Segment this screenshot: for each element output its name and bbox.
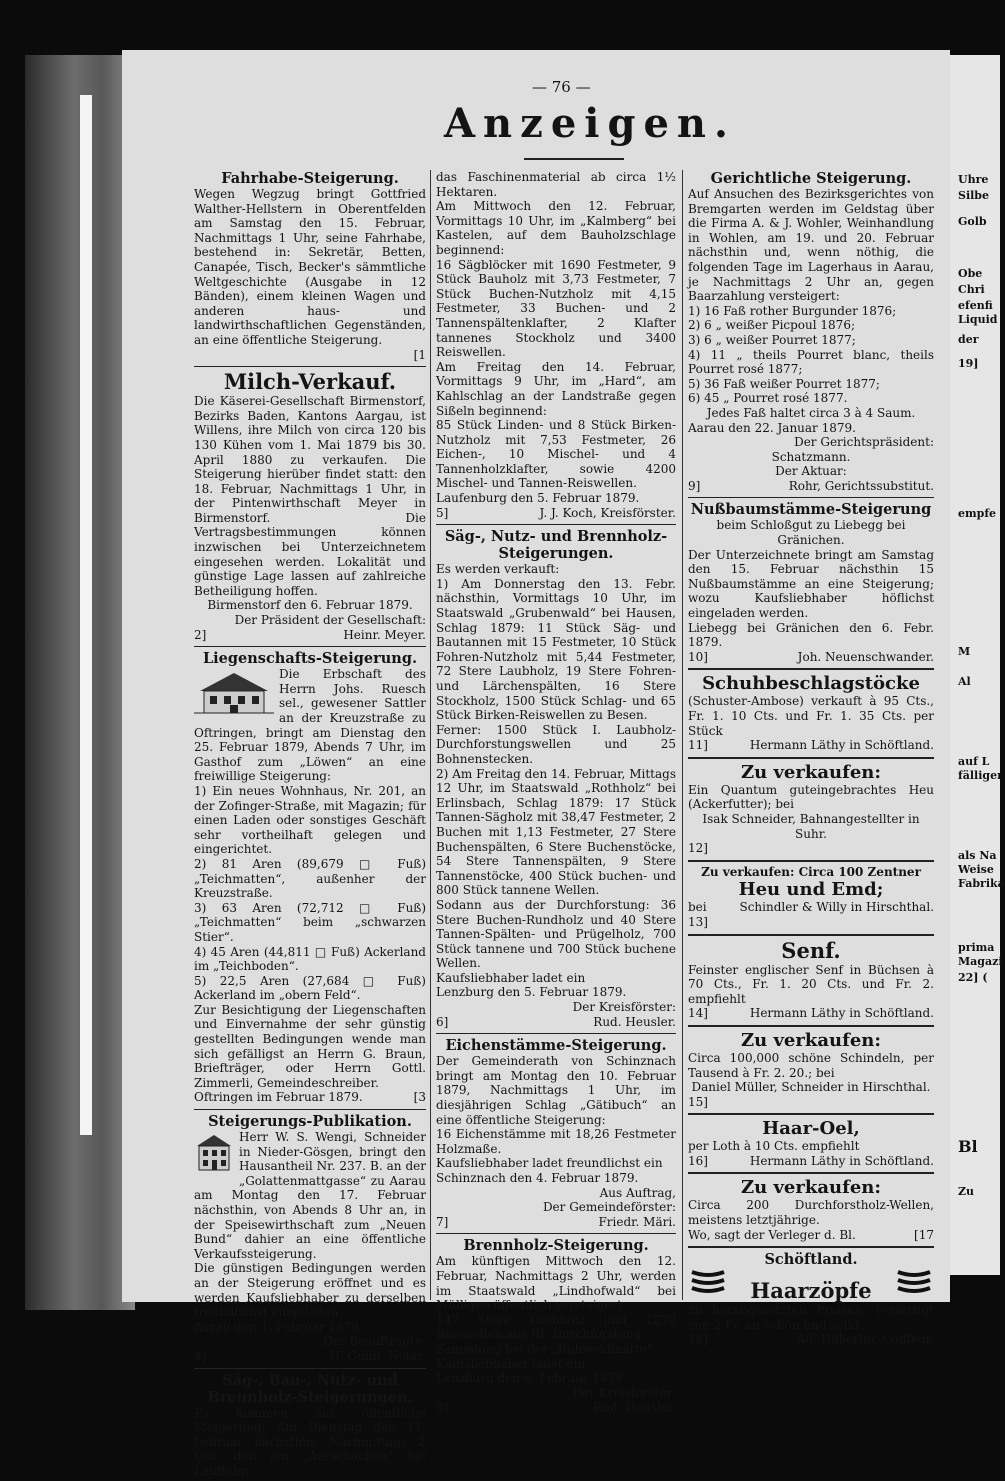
- ad-publikation: [194, 1113, 426, 1366]
- divider: [688, 668, 934, 670]
- ad-date: Schinznach den 4. Februar 1879.: [436, 1171, 639, 1185]
- column-right: [688, 170, 934, 1349]
- ad-signature: Schatzmann.: [771, 449, 851, 464]
- ad-number: 11]: [688, 738, 708, 753]
- divider: [436, 524, 676, 525]
- newspaper-page: [122, 50, 950, 1478]
- adjacent-page-fragment: [950, 55, 1005, 1275]
- fragment-line: Uhre: [958, 173, 989, 186]
- list-item: 3) 63 Aren (72,712 □ Fuß) „Teichmatten“ beim „schwarzen Stier“.: [194, 900, 426, 944]
- ad-number: 16]: [688, 1153, 708, 1168]
- ad-body: Der Gemeinderath von Schinznach bringt am Montag den 10. Februar 1879, Nachmittags 1 Uhr, im diesjährigen Schlag „Gätibuch“ an eine öffentliche Steigerung:: [436, 1054, 676, 1127]
- ad-brennholz: [436, 1237, 676, 1417]
- divider: [688, 1025, 934, 1027]
- fragment-line: auf L: [958, 755, 990, 768]
- ad-date: Laufenburg den 5. Februar 1879.: [436, 491, 640, 506]
- ad-number: 7]: [436, 1214, 449, 1229]
- ad-heading: Senf.: [781, 937, 841, 963]
- ad-signature: Rohr, Gerichtssubstitut.: [788, 478, 934, 493]
- list-item: 2) 6 „ weißer Picpoul 1876;: [688, 318, 855, 333]
- braid-ornament-icon: [894, 1268, 934, 1298]
- ad-number: 9]: [688, 478, 701, 493]
- column-middle: [436, 170, 676, 1417]
- ad-saeg-bau: [194, 1372, 426, 1481]
- list-item: 6) 45 „ Pourret rosé 1877.: [688, 391, 848, 406]
- list-item: 2) 81 Aren (89,679 □ Fuß) „Teichmatten“, außenher der Kreuzstraße.: [194, 856, 426, 901]
- ad-number: 14]: [688, 1006, 708, 1021]
- ad-body: Zu verkaufen: Circa 100 Zentner: [701, 864, 921, 879]
- list-item: 1) Am Donnerstag den 13. Febr. nächsthin, Vormittags 10 Uhr, im Staatswald „Grubenwald“ bei Hausen, Schlag 1879: 11 Stück Säg- und Bautannen mit 15 Festmeter, 10 Stück Fohren-Nutzholz mit 5,44 Festmeter, 72 Stere Laubholz, 19 Stere Fohren- und Lärchenspälten, 16 Stere Stockholz, 1500 Stück Schlag- und 65 Stück Birken-Reiswellen zu Besen.: [436, 576, 676, 723]
- ad-body: Sammlung bei der „Ruhweidmatte“.: [436, 1341, 657, 1356]
- ad-heading: Haar-Oel,: [762, 1118, 860, 1140]
- ad-body: Die günstigen Bedingungen werden an der Steigerung eröffnet und es werden Kaufsliebhaber zu derselben freundlichst eingeladen.: [194, 1261, 426, 1320]
- ad-body: Herr W. S. Wengi, Schneider in Nieder-Gösgen, bringt den Hausantheil Nr. 237. B. an der „Golattenmattgasse“ zu Aarau am Montag den 17. Februar nächsthin, von Abends 8 Uhr an, in der Speisewirthschaft zum „Neuen Bund“ dahier an eine öffentliche Verkaufssteigerung.: [194, 1130, 426, 1261]
- ad-heading: Zu verkaufen:: [740, 761, 882, 783]
- ad-heading: Steigerungs-Publikation.: [208, 1113, 412, 1131]
- ad-number: 6]: [436, 1014, 449, 1029]
- ad-signature: J. J. Koch, Kreisförster.: [539, 505, 676, 520]
- ad-number: 5]: [436, 505, 449, 520]
- divider: [194, 1368, 426, 1369]
- ad-zu-verkaufen-heu: [688, 762, 934, 858]
- ad-signature: Der Aktuar:: [775, 464, 847, 479]
- house-icon: [194, 669, 274, 715]
- ad-heu-emd: [688, 865, 934, 932]
- ad-signature: Hermann Läthy in Schöftland.: [749, 1153, 934, 1168]
- ad-subheading: beim Schloßgut zu Liebegg bei Gränichen.: [716, 518, 906, 548]
- column-left: [194, 170, 426, 1481]
- braid-ornament-icon: [688, 1268, 728, 1298]
- ad-body: Es werden verkauft:: [436, 562, 560, 577]
- ad-number: [1: [413, 347, 426, 362]
- fragment-line: M: [958, 645, 971, 658]
- ad-date: Aarau den 22. Januar 1879.: [688, 420, 856, 435]
- fragment-line: prima: [958, 941, 995, 954]
- ad-gericht: [688, 170, 934, 495]
- column-divider: [430, 170, 431, 1300]
- ad-fahrhabe: [194, 170, 426, 364]
- ad-body: Auf Ansuchen des Bezirksgerichtes von Bremgarten werden im Geldstag über die Firma A. & J. Wohler, Weinhandlung in Wohlen, am 19. und 20. Februar nächsthin und, wenn nöthig, die folgenden Tage im Lagerhaus in Aarau, je Nachmittags 2 Uhr an, gegen Baarzahlung versteigert:: [688, 187, 934, 304]
- ad-body: Wegen Wegzug bringt Gottfried Walther-Hellstern in Oberentfelden am Samstag den 15. Februar, Nachmittags 1 Uhr, seine Fahrhabe, bestehend in: Sekretär, Betten, Canapée, Tisch, Becker's sämmtliche Weltgeschichte (Ausgabe in 12 Bänden), einem kleinen Wagen und anderen haus- und landwirthschaftlichen Gegenständen, an eine öffentliche Steigerung.: [194, 187, 426, 347]
- list-item: Sodann aus der Durchforstung: 36 Stere Buchen-Rundholz und 40 Stere Tannen-Spälten- und Prügelholz, 700 Stück tannene und 700 Stück buchene Wellen.: [436, 897, 676, 971]
- ad-signature: Der Kreisförster:: [572, 1385, 676, 1400]
- ad-body: Die Käserei-Gesellschaft Birmenstorf, Bezirks Baden, Kantons Aargau, ist Willens, ihre Milch von circa 120 bis 130 Kühen vom 1. Mai 1879 bis 30. April 1880 zu verkaufen. Die Steigerung hierüber findet statt: den 18. Februar, Nachmittags 1 Uhr, in der Pintenwirthschaft Meyer in Birmenstorf. Die Vertragsbestimmungen können inzwischen bei Unterzeichnetem eingesehen werden. Lokalität und günstige Lage lassen auf zahlreiche Betheiligung hoffen.: [194, 394, 426, 598]
- ad-signature: Hermann Läthy in Schöftland.: [749, 1006, 934, 1021]
- ad-date: Birmenstorf den 6. Februar 1879.: [207, 598, 413, 613]
- fragment-line: efenfi: [958, 299, 993, 312]
- fragment-line: Fabrika: [958, 877, 1005, 890]
- ad-heading: Nußbaumstämme-Steigerung: [690, 501, 932, 519]
- ad-heading: Säg-, Nutz- und Brennholz-Steigerungen.: [444, 528, 668, 563]
- page-edge-stack: [80, 95, 92, 1135]
- ad-body: Kaufsliebhaber ladet ein: [436, 1356, 586, 1371]
- ad-heading: Liegenschafts-Steigerung.: [202, 650, 418, 668]
- ad-body: Feinster englischer Senf in Büchsen à 70 Cts., Fr. 1. 20 Cts. und Fr. 2. empfiehlt: [688, 962, 934, 1006]
- ad-note: Jedes Faß haltet circa 3 à 4 Saum.: [706, 405, 916, 420]
- ad-milch: [194, 370, 426, 644]
- ad-signature: Isak Schneider, Bahnangestellter in Suhr.: [702, 811, 920, 841]
- fragment-line: Chri: [958, 283, 985, 296]
- ad-body: Es kommen auf öffentliche Steigerung: Am Dienstag den 11. Februar nächsthin, Nachmittags 2 Uhr, den am „Aarschachen“ bei Lauffohr:: [194, 1405, 426, 1478]
- ad-date: Aarau den 1. Februar 1879.: [194, 1319, 363, 1334]
- fragment-line: Golb: [958, 215, 987, 228]
- divider: [436, 1233, 676, 1234]
- ad-saeg-nutz: [436, 528, 676, 1031]
- list-item: 147 Stere Laubholz und 1270 Reiswellen aus III. Durchforstung.: [436, 1312, 676, 1342]
- divider: [688, 1113, 934, 1115]
- fragment-line: Al: [958, 675, 971, 688]
- ad-signature: Friedr. Märi.: [598, 1214, 676, 1229]
- ad-signature: Hermann Läthy in Schöftland.: [749, 738, 934, 753]
- ad-body: Der Unterzeichnete bringt am Samstag den 15. Februar nächsthin 15 Nußbaumstämme an eine Steigerung; wozu Kaufsliebhaber höflichst eingeladen werden.: [688, 547, 934, 621]
- divider: [194, 646, 426, 647]
- ad-heading: Schuhbeschlagstöcke: [702, 673, 920, 695]
- ad-body: Ein Quantum guteingebrachtes Heu (Ackerfutter); bei: [688, 782, 934, 812]
- ad-place: Schöftland.: [764, 1251, 858, 1269]
- ad-nussbaum: [688, 501, 934, 666]
- ad-body: Am Mittwoch den 12. Februar, Vormittags 10 Uhr, im „Kalmberg“ bei Kastelen, auf dem Bauholzschlage beginnend:: [436, 199, 676, 257]
- ad-body: Circa 200 Durchforstholz-Wellen, meistens letztjährige.: [688, 1198, 934, 1228]
- ad-body: Circa 100,000 schöne Schindeln, per Tausend à Fr. 2. 20.; bei: [688, 1050, 934, 1080]
- ad-signature: Der Kreisförster:: [572, 1000, 676, 1015]
- ad-saeg-bau-cont: [436, 170, 676, 522]
- fragment-line: Zu: [958, 1185, 975, 1198]
- ad-signature: Heinr. Meyer.: [343, 627, 426, 642]
- ad-signature: Der Gemeindeförster:: [542, 1200, 676, 1215]
- divider: [436, 1033, 676, 1034]
- house-icon: [194, 1132, 234, 1172]
- ad-signature: Der Gerichtspräsident:: [794, 435, 934, 450]
- fragment-line: als Na: [958, 849, 997, 862]
- ad-body: 85 Stück Linden- und 8 Stück Birken-Nutzholz mit 7,53 Festmeter, 26 Eichen-, 10 Mischel- und 4 Tannenholzklafter, sowie 4200 Mischel- und Tannen-Reiswellen.: [436, 418, 676, 491]
- list-item: 3) 6 „ weißer Pourret 1877;: [688, 332, 856, 347]
- ad-signature: Ad. Häberlin, Coiffeur.: [797, 1332, 934, 1347]
- fragment-line: Weise: [958, 863, 994, 876]
- divider: [688, 1172, 934, 1174]
- list-item: 5) 36 Faß weißer Pourret 1877;: [688, 376, 880, 391]
- fragment-line: Obe: [958, 267, 983, 280]
- ad-heading: Zu verkaufen:: [740, 1177, 882, 1199]
- ad-heading: Haarzöpfe: [750, 1278, 872, 1304]
- ad-number: 18]: [688, 1332, 708, 1347]
- ad-signature: Daniel Müller, Schneider in Hirschthal.: [691, 1080, 931, 1095]
- ad-heading: Fahrhabe-Steigerung.: [221, 170, 399, 187]
- ad-date: Liebegg bei Gränichen den 6. Febr. 1879.: [688, 620, 934, 650]
- ad-zu-verkaufen-schindeln: [688, 1030, 934, 1111]
- ad-heading: Säg-, Bau-, Nutz- und Brennholz-Steigerungen.: [207, 1371, 413, 1406]
- ad-heading: Zu verkaufen:: [740, 1029, 882, 1051]
- fragment-line: Silbe: [958, 189, 989, 202]
- ad-heading: Gerichtliche Steigerung.: [710, 170, 912, 187]
- fragment-line: der: [958, 333, 979, 346]
- fragment-line: Liquid: [958, 313, 998, 326]
- ad-body: Am Freitag den 14. Februar, Vormittags 9 Uhr, im „Hard“, am Kahlschlag an der Landstraße gegen Sißeln beginnend:: [436, 359, 676, 418]
- page-number: — 76 —: [532, 78, 591, 96]
- ad-body: Wo, sagt der Verleger d. Bl.: [688, 1227, 856, 1242]
- ad-body: (Schuster-Ambose) verkauft à 95 Cts., Fr. 1. 10 Cts. und Fr. 1. 35 Cts. per Stück: [688, 694, 934, 738]
- ad-number: [3: [413, 1090, 426, 1105]
- ad-signature: H. Guldi, Notar.: [329, 1348, 426, 1363]
- ad-number: 13]: [688, 914, 708, 929]
- ad-signature: Schindler & Willy in Hirschthal.: [739, 900, 934, 915]
- fragment-line: 19]: [958, 357, 979, 370]
- ad-heading: Brennholz-Steigerung.: [463, 1237, 649, 1255]
- ad-signature: Rud. Heusler.: [593, 1014, 676, 1029]
- ad-number: [17: [914, 1227, 934, 1242]
- ad-schuh: [688, 673, 934, 754]
- ad-number: 4]: [194, 1348, 207, 1363]
- fragment-line: 22] (: [958, 971, 988, 984]
- ad-date: Oftringen im Februar 1879.: [194, 1090, 363, 1105]
- ad-heading: Heu und Emd;: [738, 879, 884, 901]
- ad-signature: Der Beauftragte:: [323, 1334, 426, 1349]
- ad-date: Lenzburg den 5. Februar 1879.: [436, 985, 627, 1000]
- ad-body: Kaufsliebhaber ladet ein: [436, 970, 586, 985]
- divider: [688, 934, 934, 936]
- list-item: Ferner: 1500 Stück I. Laubholz-Durchforstungswellen und 25 Bohnenstecken.: [436, 722, 676, 766]
- ad-body: Zur Besichtigung der Liegenschaften und Einvernahme der sehr günstig gestellten Bedingungen wende man sich gefälligst an Herrn G. Braun, Briefträger, oder Herrn Gottl. Zimmerli, Gemeindeschreiber.: [194, 1002, 426, 1090]
- column-divider: [682, 170, 683, 1300]
- ad-body: bei: [688, 900, 707, 915]
- list-item: 5) 22,5 Aren (27,684 □ Fuß) Ackerland im „obern Feld“.: [194, 973, 426, 1003]
- fragment-line: Magazi: [958, 955, 1003, 968]
- divider: [688, 1246, 934, 1248]
- ad-senf: [688, 939, 934, 1023]
- ad-eichen: [436, 1037, 676, 1231]
- divider: [688, 860, 934, 862]
- ad-number: 15]: [688, 1094, 708, 1109]
- ad-body: das Faschinenmaterial ab circa 1½ Hektaren.: [436, 170, 676, 199]
- list-item: 4) 45 Aren (44,811 □ Fuß) Ackerland im „Teichboden“.: [194, 944, 426, 974]
- ad-signature: Der Präsident der Gesellschaft:: [234, 613, 426, 628]
- ad-body: Kaufsliebhaber ladet freundlichst ein: [436, 1156, 663, 1171]
- ad-signature: Rud. Heusler.: [593, 1400, 676, 1415]
- ad-number: 12]: [688, 841, 708, 856]
- ad-zu-verkaufen-wellen: [688, 1177, 934, 1244]
- page-title: Anzeigen.: [444, 100, 736, 147]
- ad-signature: Joh. Neuenschwander.: [797, 649, 934, 664]
- divider: [688, 497, 934, 498]
- divider: [194, 366, 426, 367]
- ad-body: Die Erbschaft des Herrn Johs. Ruesch sel., gewesener Sattler an der Kreuzstraße zu Oftringen, bringt am Dienstag den 25. Februar 1879, Abends 7 Uhr, im Gasthof zum „Löwen“ an eine freiwillige Steigerung:: [194, 667, 426, 784]
- ad-haar-oel: [688, 1118, 934, 1170]
- list-item: 16 Eichenstämme mit 18,26 Festmeter Holzmaße.: [436, 1127, 676, 1156]
- ad-body: Am künftigen Mittwoch den 12. Februar, Nachmittags 2 Uhr, werden im Staatswald „Lindhofwald“ bei Mülligen öffentlich versteigert:: [436, 1254, 676, 1313]
- fragment-line: empfe: [958, 507, 997, 520]
- fragment-line: fälliger: [958, 769, 1003, 782]
- ad-body: 16 Sägblöcker mit 1690 Festmeter, 9 Stück Bauholz mit 3,73 Festmeter, 7 Stück Buchen-Nutzholz mit 4,15 Festmeter, 33 Buchen- und 2 Tannenspältenklafter, 2 Klafter tannenes Stockholz und 3400 Reiswellen.: [436, 257, 676, 360]
- ad-haarzoepfe: [688, 1251, 934, 1349]
- ad-number: 2]: [194, 627, 207, 642]
- ad-number: 8]: [436, 1400, 449, 1415]
- ad-heading: Eichenstämme-Steigerung.: [445, 1037, 667, 1055]
- divider: [194, 1109, 426, 1110]
- divider: [688, 757, 934, 759]
- ad-signature: Aus Auftrag,: [599, 1185, 676, 1200]
- list-item: 1) Ein neues Wohnhaus, Nr. 201, an der Zofinger-Straße, mit Magazin; für einen Laden oder sonstiges Geschäft sehr vortheilhaft gelegen und eingerichtet.: [194, 783, 426, 857]
- ad-body: per Loth à 10 Cts. empfiehlt: [688, 1139, 860, 1154]
- ad-date: Lenzburg den 6. Februar 1879.: [436, 1371, 627, 1386]
- fragment-line: Bl: [958, 1137, 978, 1156]
- list-item: 1) 16 Faß rother Burgunder 1876;: [688, 303, 897, 318]
- ad-liegenschaft: [194, 650, 426, 1107]
- title-underline: [524, 158, 624, 160]
- list-item: 2) Am Freitag den 14. Februar, Mittags 12 Uhr, im Staatswald „Rothholz“ bei Erlinsbach, Schlag 1879: 17 Stück Tannen-Sägholz mit 38,47 Festmeter, 2 Buchen mit 1,13 Festmeter, 27 Stere Buchenspälten, 6 Stere Buchenstöcke, 54 Stere Tannenspälten, 9 Stere Tannenstöcke, 400 Stück buchen- und 800 Stück tannene Wellen.: [436, 766, 676, 898]
- ad-number: 10]: [688, 649, 708, 664]
- list-item: 4) 11 „ theils Pourret blanc, theils Pourret rosé 1877;: [688, 347, 934, 377]
- ad-body: zu herabgesetzten Preisen, verfertigt von 2 Fr. an schön und solid: [688, 1303, 934, 1332]
- ad-heading: Milch-Verkauf.: [223, 369, 397, 395]
